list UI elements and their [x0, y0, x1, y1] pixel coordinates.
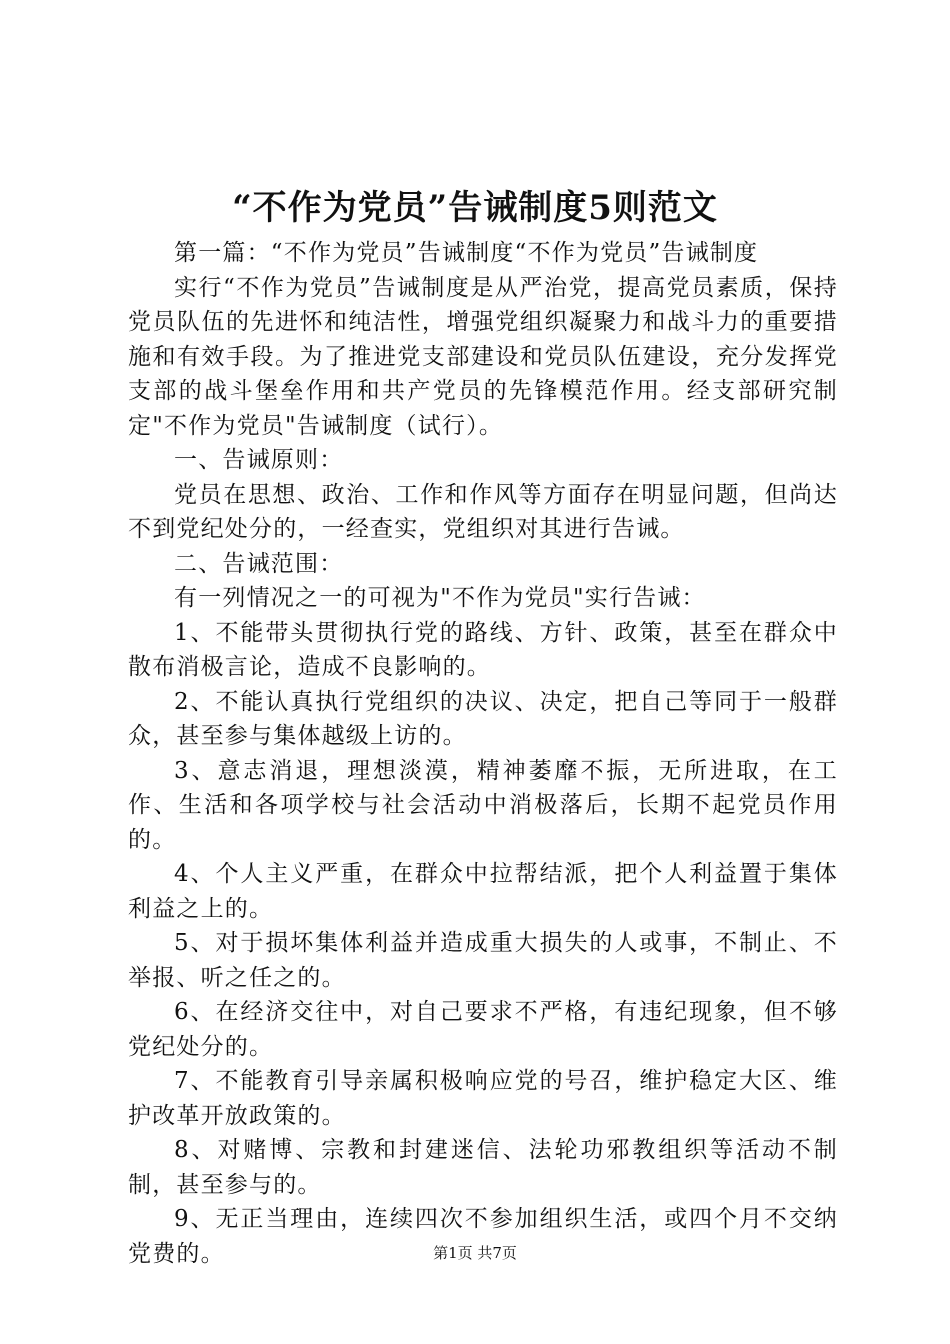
list-item-8: 8、对赌博、宗教和封建迷信、法轮功邪教组织等活动不制制，甚至参与的。 — [128, 1137, 838, 1198]
paragraph-principle: 党员在思想、政治、工作和作风等方面存在明显问题，但尚达不到党纪处分的，一经查实，党组织对其进行告诫。 — [128, 481, 838, 542]
paragraph-introduction: 实行“不作为党员”告诫制度是从严治党，提高党员素质，保持党员队伍的先进怀和纯洁性，增强党组织凝聚力和战斗力的重要措施和有效手段。为了推进党支部建设和党员队伍建设，充分发挥党支部的战斗堡垒作用和共产党员的先锋模范作用。经支部研究制定"不作为党员"告诫制度（试行）。 — [128, 274, 838, 439]
list-item-6: 6、在经济交往中，对自己要求不严格，有违纪现象，但不够党纪处分的。 — [128, 999, 838, 1060]
document-body — [128, 236, 838, 1271]
page-number-footer: 第1页 共7页 — [433, 1244, 517, 1262]
paragraph-heading-first-article: 第一篇：“不作为党员”告诫制度“不作为党员”告诫制度 — [174, 240, 759, 266]
list-item-7: 7、不能教育引导亲属积极响应党的号召，维护稳定大区、维护改革开放政策的。 — [128, 1068, 838, 1129]
section-heading-principle: 一、告诫原则： — [174, 447, 344, 473]
list-item-4: 4、个人主义严重，在群众中拉帮结派，把个人利益置于集体利益之上的。 — [128, 861, 838, 922]
list-item-1: 1、不能带头贯彻执行党的路线、方针、政策，甚至在群众中散布消极言论，造成不良影响的。 — [128, 619, 838, 680]
document-title: “不作为党员”告诫制度5则范文 — [232, 188, 718, 228]
list-item-9: 9、无正当理由，连续四次不参加组织生活，或四个月不交纳党费的。 — [128, 1206, 838, 1267]
paragraph-scope-intro: 有一列情况之一的可视为"不作为党员"实行告诫： — [174, 585, 706, 611]
list-item-3: 3、意志消退，理想淡漠，精神萎靡不振，无所进取，在工作、生活和各项学校与社会活动中消极落后，长期不起党员作用的。 — [128, 757, 838, 853]
list-item-2: 2、不能认真执行党组织的决议、决定，把自己等同于一般群众，甚至参与集体越级上访的。 — [128, 688, 838, 749]
list-item-5: 5、对于损坏集体利益并造成重大损失的人或事，不制止、不举报、听之任之的。 — [128, 930, 838, 991]
section-heading-scope: 二、告诫范围： — [174, 550, 344, 577]
